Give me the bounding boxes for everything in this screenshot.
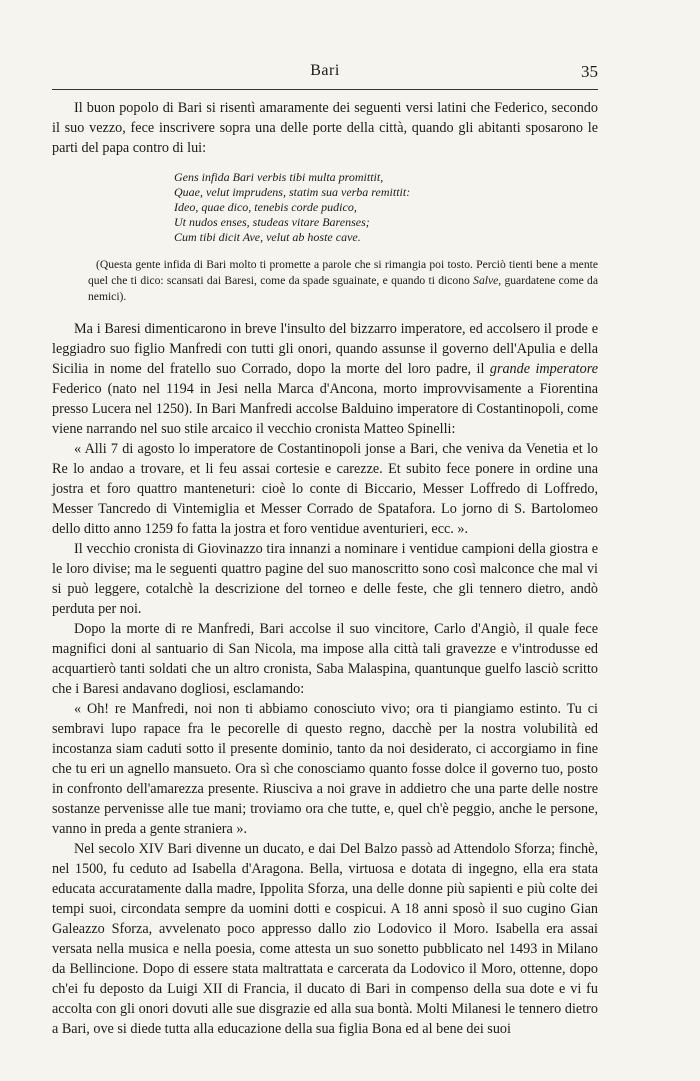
page-number: 35	[581, 62, 598, 81]
paragraph: Dopo la morte di re Manfredi, Bari accolse il suo vincitore, Carlo d'Angiò, il quale fece magnifici doni al santuario di San Nicola, ma impose alla città tali gravezze e v'introdusse ed acquartierò tanti soldati che un altro cronista, Saba Malaspina, quantunque guelfo lasciò scritto che i Baresi andavano dogliosi, esclamando:	[52, 621, 598, 697]
paragraph: Il vecchio cronista di Giovinazzo tira innanzi a nominare i ventidue campioni della giostra e le loro divise; ma le seguenti quattro pagine del suo manoscritto sono così malconce che mal vi si può leggere, cotalchè la descrizione del torneo e delle feste, che gli tennero dietro, andò perduta per noi.	[52, 541, 598, 617]
running-title: Bari	[310, 62, 340, 79]
paragraph	[52, 319, 598, 439]
header-rule	[52, 89, 598, 90]
paragraph: « Alli 7 di agosto lo imperatore de Costantinopoli jonse a Bari, che veniva da Venetia et lo Re lo andao a trovare, et li feu assai cortesie e carezze. Et subito fece ponere in ordine una jostra et foro quattro manteneturi: cioè lo conte di Biccario, Messer Loffredo di Loffredo, Messer Tancredo di Vintemiglia et Messer Corrado de Spatafora. Lo jorno di S. Bartolomeo dello ditto anno 1259 fo fatta la jostra et foro ventidue aventurieri, ecc. ».	[52, 441, 598, 537]
latin-verse	[174, 170, 598, 245]
page-body	[52, 98, 598, 1039]
paragraph: Il buon popolo di Bari si risentì amaramente dei seguenti versi latini che Federico, secondo il suo vezzo, fece inscrivere sopra una delle porte della città, quando gli abitanti sposarono le parti del papa contro di lui:	[52, 100, 598, 156]
verse-line: Quae, velut imprudens, statim sua verba remittit:	[174, 185, 411, 199]
running-header	[52, 62, 598, 84]
paragraph: « Oh! re Manfredi, noi non ti abbiamo conosciuto vivo; ora ti piangiamo estinto. Tu ci sembravi lupo rapace fra le pecorelle di questo regno, dacchè per la nostra volubilità ed incostanza siam caduti sotto il presente dominio, tanto da noi desiderato, ci accorgiamo in fine che tu eri un agnello mansueto. Ora sì che conosciamo quanto fosse dolce il governo tuo, posto in confronto dell'amarezza presente. Riusciva a noi grave in addietro che una parte delle nostre sostanze pervenisse alle tue mani; troviamo ora che tutte, e, quel ch'è peggio, anche le persone, vanno in preda a gente straniera ».	[52, 701, 598, 837]
translation-text: (Questa gente infida di Bari molto ti promette a parole che si rimangia poi tosto. Perciò tienti bene a mente quel che ti dico: scansati dai Baresi, come da spade sguainate, e quando ti dicono	[88, 258, 598, 287]
verse-line: Cum tibi dicit Ave, velut ab hoste cave.	[174, 230, 361, 244]
translation-italic: Salve,	[473, 274, 502, 287]
paragraph-italic: grande imperatore	[489, 361, 598, 377]
translation-text: guardatene come da nemici).	[88, 274, 598, 303]
verse-line: Ut nudos enses, studeas vitare Barenses;	[174, 215, 370, 229]
paragraph-text: Ma i Baresi dimenticarono in breve l'insulto del bizzarro imperatore, ed accolsero il prode e leggiadro suo figlio Manfredi con tutti gli onori, quando assunse il governo dell'Apulia e della Sicilia in nome del fratello suo Corrado, dopo la morte del loro padre, il	[52, 321, 598, 377]
paragraph: Nel secolo XIV Bari divenne un ducato, e dai Del Balzo passò ad Attendolo Sforza; finchè, nel 1500, fu ceduto ad Isabella d'Aragona. Bella, virtuosa e dotata di ingegno, ella era stata educata accuratamente dalla madre, Ippolita Sforza, una delle donne più sapienti e più colte dei tempi suoi, circondata sempre da uomini dotti e cospicui. A 18 anni sposò il suo cugino Gian Galeazzo Sforza, avvelenato poco appresso dallo zio Lodovico il Moro. Isabella era assai versata nella musica e nella poesia, come attesta un suo sonetto pubblicato nel 1493 in Milano da Bellincione. Dopo di essere stata maltrattata e carcerata da Lodovico il Moro, ottenne, dopo ch'ei fu deposto da Luigi XII di Francia, il ducato di Bari in compenso della sua dote e vi fu accolta con gli onori dovuti alle sue disgrazie ed alla sua bontà. Molti Milanesi le tennero dietro a Bari, ove si diede tutta alla educazione della sua figlia Bona ed al bene dei suoi	[52, 841, 598, 1037]
verse-line: Ideo, quae dico, tenebis corde pudico,	[174, 200, 357, 214]
verse-line: Gens infida Bari verbis tibi multa promittit,	[174, 170, 384, 184]
verse-translation	[88, 257, 598, 305]
paragraph-text: Federico (nato nel 1194 in Jesi nella Marca d'Ancona, morto improvvisamente a Fiorentina presso Lucera nel 1250). In Bari Manfredi accolse Balduino imperatore di Costantinopoli, come viene narrando nel suo stile arcaico il vecchio cronista Matteo Spinelli:	[52, 381, 598, 437]
